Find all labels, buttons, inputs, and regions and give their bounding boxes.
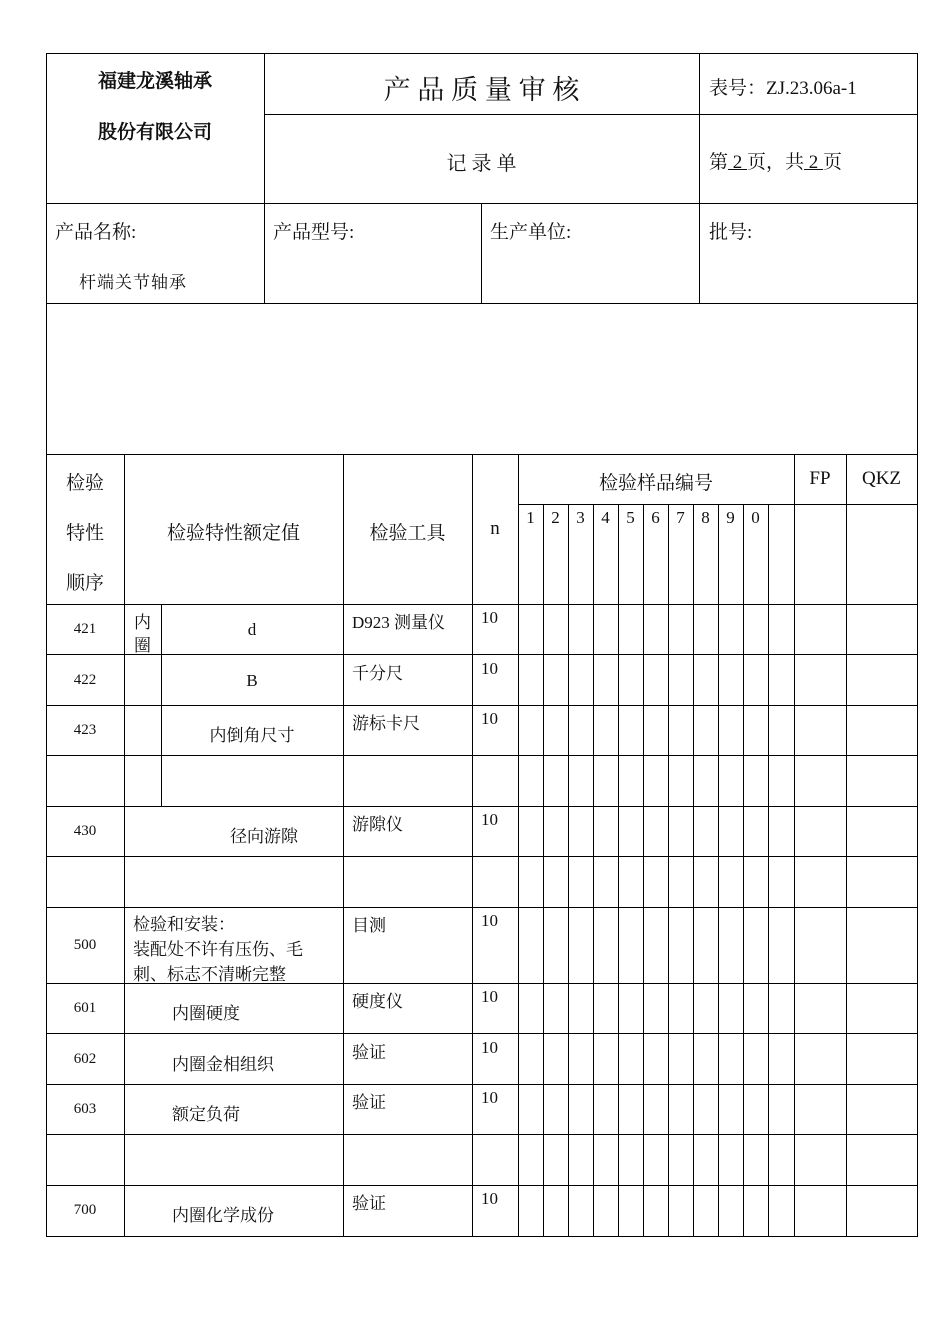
sample-number: 8 — [701, 508, 710, 527]
row-seq: 500 — [73, 937, 97, 953]
sample-number: 2 — [551, 508, 560, 527]
row-seq: 601 — [73, 1000, 97, 1016]
row-seq: 421 — [73, 621, 97, 637]
row-tool: 硬度仪 — [352, 992, 403, 1011]
form-number: 表号：ZJ.23.06a-1 — [709, 78, 857, 99]
sample-number: 9 — [726, 508, 735, 527]
company-name-line2: 股份有限公司 — [97, 121, 212, 143]
row-n: 10 — [481, 709, 498, 728]
row-n: 10 — [481, 1038, 498, 1057]
row-seq: 602 — [73, 1051, 97, 1067]
row-seq: 603 — [73, 1101, 97, 1117]
form-subtitle: 记 录 单 — [446, 153, 517, 175]
row-tool: 验证 — [352, 1194, 386, 1213]
col-seq-line2: 特性 — [65, 523, 104, 544]
col-sample-numbers: 检验样品编号 — [598, 473, 713, 494]
inner-ring-label-line1: 内 — [134, 613, 151, 632]
row-seq: 423 — [73, 722, 97, 738]
row-n: 10 — [481, 1189, 498, 1208]
form-title: 产 品 质 量 审 核 — [383, 75, 580, 105]
row-tool: 目测 — [352, 916, 386, 935]
row-rated-value-line2: 装配处不许有压伤、毛 — [133, 940, 303, 959]
row-rated-value-line3: 刺、标志不清晰完整 — [133, 965, 286, 984]
page-indicator — [709, 147, 914, 174]
product-model-label: 产品型号: — [273, 222, 355, 243]
batch-number-label: 批号: — [709, 222, 753, 243]
row-rated-value: 内圈化学成份 — [172, 1206, 274, 1225]
sample-number: 7 — [676, 508, 685, 527]
col-seq-line1: 检验 — [65, 473, 104, 494]
row-rated-value: 额定负荷 — [172, 1105, 240, 1124]
sample-number: 6 — [651, 508, 660, 527]
product-name-value: 杆端关节轴承 — [79, 273, 187, 292]
row-n: 10 — [481, 1088, 498, 1107]
row-tool: 验证 — [352, 1043, 386, 1062]
row-tool: 千分尺 — [352, 664, 403, 683]
page-total: 2 — [804, 152, 824, 173]
row-rated-value: 径向游隙 — [230, 827, 298, 846]
col-tool: 检验工具 — [369, 523, 446, 544]
row-rated-value: B — [246, 671, 258, 690]
row-n: 10 — [481, 659, 498, 678]
product-name-label: 产品名称: — [55, 222, 137, 243]
row-rated-value: 内倒角尺寸 — [209, 726, 295, 745]
page-middle: 页，共 — [747, 152, 805, 173]
sample-number: 4 — [601, 508, 610, 527]
sample-number: 1 — [526, 508, 535, 527]
production-unit-label: 生产单位: — [490, 222, 572, 243]
row-seq: 430 — [73, 823, 97, 839]
row-tool: D923 测量仪 — [352, 613, 446, 632]
col-qkz: QKZ — [861, 468, 902, 489]
row-tool: 验证 — [352, 1093, 386, 1112]
sample-number: 3 — [576, 508, 585, 527]
inner-ring-label-line2: 圈 — [134, 636, 151, 655]
row-n: 10 — [481, 810, 498, 829]
row-rated-value: d — [247, 620, 257, 639]
row-n: 10 — [481, 987, 498, 1006]
page-prefix: 第 — [709, 152, 729, 173]
col-seq-line3: 顺序 — [65, 573, 104, 594]
row-tool: 游标卡尺 — [352, 714, 420, 733]
col-rated-value: 检验特性额定值 — [166, 523, 300, 544]
page-suffix: 页 — [823, 152, 843, 173]
row-tool: 游隙仪 — [352, 815, 403, 834]
row-n: 10 — [481, 911, 498, 930]
company-name-line1: 福建龙溪轴承 — [97, 70, 212, 92]
col-n: n — [490, 518, 500, 539]
sample-number: 5 — [626, 508, 635, 527]
row-n: 10 — [481, 608, 498, 627]
sample-number: 0 — [751, 508, 760, 527]
row-seq: 422 — [73, 672, 97, 688]
page-current: 2 — [728, 152, 748, 173]
col-fp: FP — [809, 468, 831, 489]
row-rated-value: 内圈硬度 — [172, 1004, 240, 1023]
row-rated-value-line1: 检验和安装： — [133, 915, 235, 934]
row-seq: 700 — [73, 1202, 97, 1218]
row-rated-value: 内圈金相组织 — [172, 1055, 274, 1074]
